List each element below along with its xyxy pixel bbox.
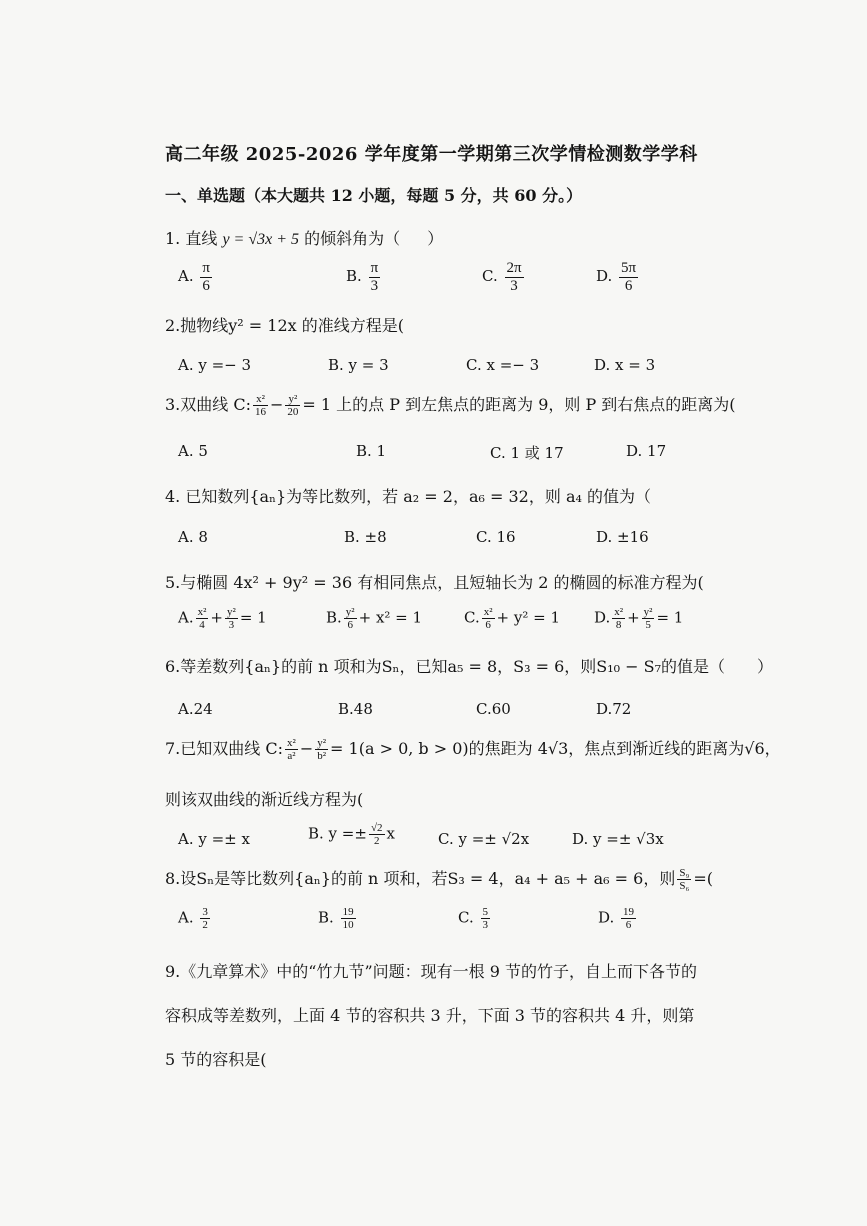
fraction: $\frac{\text{y²}}{20}$ xyxy=(287,392,299,418)
question-5-stem: 5.与椭圆 4x² + 9y² = 36 有相同焦点，且短轴长为 2 的椭圆的标准方程为( xyxy=(165,573,704,592)
question-6-option-a: A.24 xyxy=(178,700,213,718)
question-7-stem: 7.已知双曲线 C: $\frac{\text{x²}}{\text{a²}}$ − $\frac{\text{y²}}{\text{b²}}$ = 1(a > 0, b > 0)的焦距为 4√3，焦点到渐近线的距离为√6， xyxy=(165,736,781,762)
fraction: $\frac{5\pi}{6}$ xyxy=(621,260,637,294)
exam-title: 高二年级 2025-2026 学年度第一学期第三次学情检测数学学科 xyxy=(165,144,698,165)
question-2-option-b: B. y = 3 xyxy=(328,356,389,374)
question-6-option-c: C.60 xyxy=(476,700,511,718)
question-3-option-b: B. 1 xyxy=(356,442,387,460)
section-heading: 一、单选题（本大题共 12 小题，每题 5 分，共 60 分。） xyxy=(165,186,583,205)
question-3-option-c: C. 1 或 17 xyxy=(490,444,564,462)
question-1-option-a: A. $\frac{\pi}{6}$ xyxy=(178,260,210,294)
question-8-option-c: C. $\frac{5}{3}$ xyxy=(458,906,488,932)
question-7-option-a: A. y =± x xyxy=(178,830,250,848)
question-7-stem-line2: 则该双曲线的渐近线方程为( xyxy=(165,790,364,809)
question-7-option-c: C. y =± √2x xyxy=(438,830,530,848)
question-1-option-b: B. $\frac{\pi}{3}$ xyxy=(346,260,379,294)
question-8-option-a: A. $\frac{3}{2}$ xyxy=(178,906,208,932)
question-9-stem: 9.《九章算术》中的“竹九节”问题：现有一根 9 节的竹子，自上而下各节的容积成等差数列，上面 4 节的容积共 3 升，下面 3 节的容积共 4 升，则第 5 节的容积是( xyxy=(165,962,697,1069)
fraction: $\frac{\text{y²}}{3}$ xyxy=(227,606,236,632)
fraction: $\frac{19}{6}$ xyxy=(623,906,635,932)
question-4-option-d: D. ±16 xyxy=(596,528,649,546)
question-5-option-a: A. $\frac{\text{x²}}{4}$ + $\frac{\text{y²}}{3}$ = 1 xyxy=(178,606,267,632)
fraction: $\frac{\text{x²}}{16}$ xyxy=(255,392,266,418)
question-6-stem: 6.等差数列{aₙ}的前 n 项和为Sₙ，已知a₅ = 8，S₃ = 6，则S₁₀ − S₇的值是（ ） xyxy=(165,657,774,676)
question-7-option-b: B. y =± $\frac{√2}{2}$ x xyxy=(308,822,395,848)
fraction: $\frac{\pi}{3}$ xyxy=(370,260,379,294)
q1-line-equation: y = √3x + 5 xyxy=(222,231,300,248)
fraction: $\frac{\text{x²}}{\text{a²}}$ xyxy=(287,736,296,762)
fraction: $\frac{\text{x²}}{6}$ xyxy=(483,606,493,632)
question-8-option-b: B. $\frac{19}{10}$ xyxy=(318,906,354,932)
question-3-option-d: D. 17 xyxy=(626,442,667,460)
question-2-option-a: A. y =− 3 xyxy=(178,356,252,374)
question-2-option-d: D. x = 3 xyxy=(594,356,656,374)
question-4-stem: 4. 已知数列{aₙ}为等比数列，若 a₂ = 2，a₆ = 32，则 a₄ 的值为（ xyxy=(165,487,651,506)
fraction: $\frac{19}{10}$ xyxy=(342,906,354,932)
question-2-stem: 2.抛物线y² = 12x 的准线方程是( xyxy=(165,316,405,335)
question-8-option-d: D. $\frac{19}{6}$ xyxy=(598,906,635,932)
fraction: $\frac{\text{y²}}{5}$ xyxy=(643,606,653,632)
question-5-option-c: C. $\frac{\text{x²}}{6}$ + y² = 1 xyxy=(464,606,561,632)
question-4-option-c: C. 16 xyxy=(476,528,516,546)
question-2-option-c: C. x =− 3 xyxy=(466,356,540,374)
fraction: $\frac{\pi}{6}$ xyxy=(202,260,210,294)
fraction: $\frac{\text{x²}}{4}$ xyxy=(197,606,207,632)
question-5-option-d: D. $\frac{\text{x²}}{8}$ + $\frac{\text{y²}}{5}$ = 1 xyxy=(594,606,684,632)
fraction: $\frac{\text{x²}}{8}$ xyxy=(614,606,624,632)
fraction: $\frac{5}{3}$ xyxy=(482,906,488,932)
question-1-option-c: C. $\frac{2\pi}{3}$ xyxy=(482,260,522,294)
fraction: $\frac{2\pi}{3}$ xyxy=(506,260,522,294)
question-4-option-b: B. ±8 xyxy=(344,528,387,546)
question-3-stem: 3.双曲线 C: $\frac{\text{x²}}{16}$ − $\frac{\text{y²}}{20}$ = 1 上的点 P 到左焦点的距离为 9，则 P 到右焦点的距离为( xyxy=(165,392,736,418)
fraction: $\frac{√2}{2}$ xyxy=(370,822,383,848)
question-6-option-d: D.72 xyxy=(596,700,632,718)
fraction: $\frac{3}{2}$ xyxy=(202,906,208,932)
question-5-option-b: B. $\frac{\text{y²}}{6}$ + x² = 1 xyxy=(326,606,423,632)
question-1-option-d: D. $\frac{5\pi}{6}$ xyxy=(596,260,637,294)
question-1-stem: 1. 直线 y = √3x + 5 的倾斜角为（ ） xyxy=(165,229,444,248)
question-4-option-a: A. 8 xyxy=(178,528,208,546)
fraction: $\frac{\text{S₉}}{\text{S₆}}$ xyxy=(679,866,690,892)
question-3-option-a: A. 5 xyxy=(178,442,208,460)
question-6-option-b: B.48 xyxy=(338,700,373,718)
fraction: $\frac{\text{y²}}{6}$ xyxy=(345,606,355,632)
fraction: $\frac{\text{y²}}{\text{b²}}$ xyxy=(317,736,327,762)
question-8-stem: 8.设Sₙ是等比数列{aₙ}的前 n 项和，若S₃ = 4，a₄ + a₅ + a₆ = 6，则 $\frac{\text{S₉}}{\text{S₆}}$ =( xyxy=(165,866,713,892)
question-7-option-d: D. y =± √3x xyxy=(572,830,664,848)
